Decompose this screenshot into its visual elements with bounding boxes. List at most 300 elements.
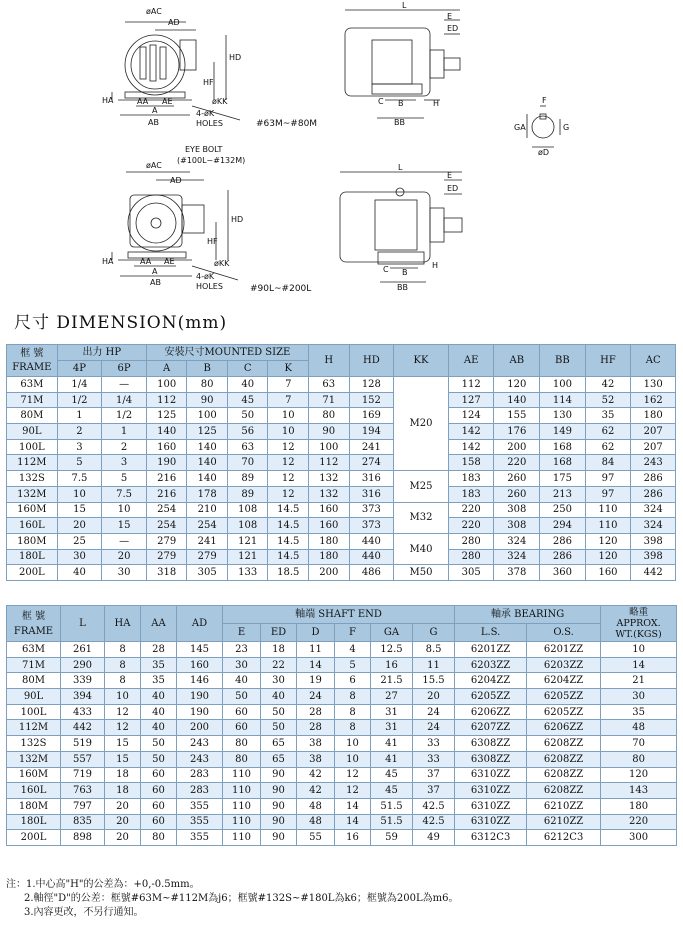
table-cell: 6210ZZ — [527, 814, 601, 830]
label-ae-top: AE — [162, 97, 173, 106]
table-cell: 20 — [413, 689, 455, 705]
label-a-top: A — [152, 106, 158, 115]
label-b-bottom: B — [402, 268, 408, 277]
table-cell: 50 — [227, 408, 268, 424]
table-cell: 12 — [268, 455, 309, 471]
table-cell: 50 — [261, 720, 297, 736]
table-cell: 241 — [187, 533, 228, 549]
table-cell: 6205ZZ — [527, 689, 601, 705]
table-cell: 168 — [540, 439, 586, 455]
table-cell: 220 — [448, 502, 494, 518]
table-cell: 442 — [61, 720, 105, 736]
table-cell: 8 — [335, 720, 371, 736]
label-l-bottom: L — [398, 163, 403, 172]
table-cell: 254 — [187, 518, 228, 534]
table-cell: 37 — [413, 783, 455, 799]
label-g: G — [563, 123, 570, 132]
table-cell: 14 — [297, 657, 335, 673]
table-row — [7, 424, 676, 440]
table-cell: 84 — [585, 455, 631, 471]
table-cell: 3 — [57, 439, 102, 455]
table-cell: 194 — [349, 424, 394, 440]
table-cell: 90 — [261, 783, 297, 799]
table-cell: 120 — [494, 377, 540, 393]
table-row — [7, 533, 676, 549]
table-cell: 14 — [335, 798, 371, 814]
label-holes-top: HOLES — [196, 119, 223, 128]
label-ae-bottom: AE — [164, 257, 175, 266]
table-cell: 128 — [349, 377, 394, 393]
table-cell: 324 — [494, 533, 540, 549]
label-c-bottom: C — [383, 265, 389, 274]
table-cell: 30 — [102, 565, 147, 581]
table-cell: 60 — [141, 767, 177, 783]
table-cell: 40 — [227, 377, 268, 393]
table-cell: 125 — [146, 408, 187, 424]
table-cell: 27 — [371, 689, 413, 705]
table-cell: 60 — [141, 798, 177, 814]
table-cell: 15 — [57, 502, 102, 518]
table-cell: 1 — [102, 424, 147, 440]
table-cell: 120 — [585, 533, 631, 549]
table-cell: 30 — [57, 549, 102, 565]
table-cell: 308 — [494, 502, 540, 518]
table-cell: 42.5 — [413, 814, 455, 830]
frame-cell: 100L — [7, 704, 61, 720]
table-cell: 286 — [540, 533, 586, 549]
table-cell: 394 — [61, 689, 105, 705]
header2-f: F — [335, 624, 371, 642]
kk-cell: M20 — [394, 377, 449, 471]
frame-cell: 200L — [7, 830, 61, 846]
table-cell: 557 — [61, 751, 105, 767]
table-cell: 121 — [227, 533, 268, 549]
table-row — [7, 673, 677, 689]
table-cell: 133 — [227, 565, 268, 581]
table-cell: 19 — [297, 673, 335, 689]
table-cell: 10 — [335, 736, 371, 752]
header-ac: AC — [631, 345, 676, 377]
table-cell: 130 — [631, 377, 676, 393]
table-cell: 20 — [105, 830, 141, 846]
frame-cell: 112M — [7, 455, 58, 471]
table-cell: 14 — [335, 814, 371, 830]
table-cell: 355 — [177, 830, 223, 846]
table-cell: 42.5 — [413, 798, 455, 814]
label-hd-top: HD — [229, 53, 242, 62]
table-cell: 80 — [223, 751, 261, 767]
table-cell: 433 — [61, 704, 105, 720]
table-cell: 200 — [177, 720, 223, 736]
table-cell: 290 — [61, 657, 105, 673]
header-b: B — [187, 361, 228, 377]
table-cell: 110 — [223, 798, 261, 814]
table-cell: 42 — [297, 783, 335, 799]
kk-cell: M40 — [394, 533, 449, 564]
table-cell: 22 — [261, 657, 297, 673]
table-cell: 318 — [146, 565, 187, 581]
table-cell: 6310ZZ — [455, 798, 527, 814]
table-cell: 260 — [494, 486, 540, 502]
table-cell: 1/4 — [57, 377, 102, 393]
table-cell: 90 — [309, 424, 350, 440]
table-cell: 250 — [540, 502, 586, 518]
table-row — [7, 657, 677, 673]
table-cell: 190 — [177, 704, 223, 720]
table-cell: 14.5 — [268, 549, 309, 565]
table-cell: 1 — [57, 408, 102, 424]
table-cell: 12 — [105, 704, 141, 720]
frame-cell: 80M — [7, 673, 61, 689]
table-cell: 90 — [261, 814, 297, 830]
table-cell: 65 — [261, 751, 297, 767]
shaft-section — [527, 106, 560, 147]
table-cell: 18 — [105, 767, 141, 783]
table-cell: 38 — [297, 751, 335, 767]
table-cell: 110 — [223, 814, 261, 830]
table-cell: 6201ZZ — [455, 642, 527, 658]
table-cell: 6310ZZ — [455, 814, 527, 830]
table-cell: 80 — [141, 830, 177, 846]
frame-cell: 180L — [7, 549, 58, 565]
label-aa-bottom: AA — [140, 257, 152, 266]
table-cell: 112 — [146, 392, 187, 408]
table-cell: 190 — [177, 689, 223, 705]
table-cell: 305 — [187, 565, 228, 581]
header2-ga: GA — [371, 624, 413, 642]
table-cell: 213 — [540, 486, 586, 502]
table-cell: 62 — [585, 424, 631, 440]
table-cell: 261 — [61, 642, 105, 658]
frame-cell: 100L — [7, 439, 58, 455]
header-ae: AE — [448, 345, 494, 377]
table-cell: 7.5 — [57, 471, 102, 487]
table-cell: 1/2 — [57, 392, 102, 408]
table-cell: 16 — [371, 657, 413, 673]
table-cell: — — [102, 533, 147, 549]
table-cell: 6204ZZ — [527, 673, 601, 689]
table-cell: 40 — [223, 673, 261, 689]
table-cell: 108 — [227, 518, 268, 534]
table-cell: 15 — [105, 736, 141, 752]
table-row — [7, 720, 677, 736]
label-d: øD — [538, 148, 550, 157]
table-cell: 140 — [187, 455, 228, 471]
table-cell: 11 — [413, 657, 455, 673]
frame-cell: 180M — [7, 798, 61, 814]
table-cell: 442 — [631, 565, 676, 581]
table-cell: 1/2 — [102, 408, 147, 424]
table-cell: 178 — [187, 486, 228, 502]
table-cell: 14.5 — [268, 518, 309, 534]
frame-cell: 63M — [7, 377, 58, 393]
table-cell: — — [102, 377, 147, 393]
label-e-bottom: E — [447, 171, 453, 180]
table-cell: 31 — [371, 704, 413, 720]
table-cell: 89 — [227, 486, 268, 502]
table-cell: 316 — [349, 486, 394, 502]
table-cell: 155 — [494, 408, 540, 424]
table-cell: 89 — [227, 471, 268, 487]
label-a-bottom: A — [152, 267, 158, 276]
table-cell: 6312C3 — [455, 830, 527, 846]
frame-cell: 71M — [7, 392, 58, 408]
table-cell: 110 — [223, 783, 261, 799]
label-ac-top: øAC — [146, 7, 162, 16]
table-cell: 20 — [102, 549, 147, 565]
table-cell: 254 — [146, 502, 187, 518]
frame-cell: 80M — [7, 408, 58, 424]
table-cell: 41 — [371, 736, 413, 752]
table-cell: 15.5 — [413, 673, 455, 689]
table-cell: 6210ZZ — [527, 798, 601, 814]
table-cell: 40 — [141, 720, 177, 736]
table-cell: 283 — [177, 783, 223, 799]
table-cell: 16 — [335, 830, 371, 846]
table-cell: 55 — [297, 830, 335, 846]
table-cell: 142 — [448, 439, 494, 455]
table-cell: 30 — [261, 673, 297, 689]
table-cell: 97 — [585, 486, 631, 502]
table-cell: 373 — [349, 502, 394, 518]
table-cell: 719 — [61, 767, 105, 783]
table-cell: 48 — [297, 798, 335, 814]
page-title: 尺寸 DIMENSION(mm) — [14, 313, 228, 333]
table-cell: 2 — [102, 439, 147, 455]
frame-cell: 160M — [7, 767, 61, 783]
table-cell: 286 — [631, 471, 676, 487]
table-cell: 90 — [187, 392, 228, 408]
table-cell: 48 — [601, 720, 677, 736]
table-cell: 7.5 — [102, 486, 147, 502]
header2-frame: 框 號 FRAME — [7, 606, 61, 642]
table-cell: 216 — [146, 471, 187, 487]
table-cell: 6310ZZ — [455, 783, 527, 799]
table-cell: 10 — [57, 486, 102, 502]
table-cell: 24 — [413, 704, 455, 720]
table-cell: 114 — [540, 392, 586, 408]
table-cell: 120 — [601, 767, 677, 783]
table-cell: 168 — [540, 455, 586, 471]
table-cell: 90 — [261, 830, 297, 846]
table-cell: 140 — [494, 392, 540, 408]
table-cell: 100 — [540, 377, 586, 393]
table-cell: 175 — [540, 471, 586, 487]
table-row — [7, 642, 677, 658]
table-cell: 6208ZZ — [527, 736, 601, 752]
header2-ed: ED — [261, 624, 297, 642]
table-cell: 360 — [540, 565, 586, 581]
header2-wt: 略重 APPROX. WT.(KGS) — [601, 606, 677, 642]
label-bb-bottom: BB — [397, 283, 408, 292]
table-cell: 279 — [146, 533, 187, 549]
table-cell: 18 — [261, 642, 297, 658]
table-cell: 51.5 — [371, 798, 413, 814]
table-cell: 294 — [540, 518, 586, 534]
table-row — [7, 783, 677, 799]
table-cell: 12 — [335, 767, 371, 783]
table-cell: 100 — [146, 377, 187, 393]
header-frame: 框 號 FRAME — [7, 345, 58, 377]
table-cell: 50 — [223, 689, 261, 705]
table-cell: 8.5 — [413, 642, 455, 658]
label-ad-bottom: AD — [170, 176, 182, 185]
note-3: 3.內容更改，不另行通知。 — [24, 907, 144, 918]
label-bb-top: BB — [394, 118, 405, 127]
table-cell: 378 — [494, 565, 540, 581]
table-cell: 80 — [187, 377, 228, 393]
table-cell: 10 — [102, 502, 147, 518]
table-cell: 6204ZZ — [455, 673, 527, 689]
table-cell: 97 — [585, 471, 631, 487]
table-cell: 24 — [297, 689, 335, 705]
table-cell: 110 — [223, 767, 261, 783]
table-cell: 30 — [601, 689, 677, 705]
table-cell: 112 — [448, 377, 494, 393]
table-cell: 21 — [601, 673, 677, 689]
table-cell: 25 — [57, 533, 102, 549]
header2-l: L — [61, 606, 105, 642]
table-cell: 49 — [413, 830, 455, 846]
table-cell: 183 — [448, 486, 494, 502]
table-cell: 6201ZZ — [527, 642, 601, 658]
table-cell: 100 — [187, 408, 228, 424]
table-cell: 45 — [371, 767, 413, 783]
table-cell: 140 — [187, 471, 228, 487]
table-row — [7, 798, 677, 814]
table-cell: 59 — [371, 830, 413, 846]
table-cell: 14.5 — [268, 533, 309, 549]
table-cell: 28 — [297, 704, 335, 720]
table-cell: 60 — [223, 704, 261, 720]
table-row — [7, 814, 677, 830]
table-cell: 200 — [309, 565, 350, 581]
table-cell: 125 — [187, 424, 228, 440]
table-cell: 80 — [309, 408, 350, 424]
table-cell: 180 — [309, 533, 350, 549]
table-cell: 280 — [448, 549, 494, 565]
table-cell: 286 — [540, 549, 586, 565]
label-ab-bottom: AB — [150, 278, 161, 287]
header-a: A — [146, 361, 187, 377]
table-cell: 398 — [631, 533, 676, 549]
table-cell: 20 — [105, 798, 141, 814]
table-cell: 279 — [187, 549, 228, 565]
table-cell: 45 — [227, 392, 268, 408]
header-kk: KK — [394, 345, 449, 377]
table-cell: 2 — [57, 424, 102, 440]
table-cell: 28 — [141, 642, 177, 658]
table-cell: 5 — [335, 657, 371, 673]
table-cell: 243 — [177, 736, 223, 752]
table-cell: 243 — [177, 751, 223, 767]
kk-cell: M25 — [394, 471, 449, 502]
table-cell: 324 — [494, 549, 540, 565]
table-cell: 254 — [146, 518, 187, 534]
table-cell: 33 — [413, 751, 455, 767]
table-cell: 316 — [349, 471, 394, 487]
table-row — [7, 502, 676, 518]
header2-ls: L.S. — [455, 624, 527, 642]
table-cell: 210 — [187, 502, 228, 518]
table-cell: 10 — [268, 424, 309, 440]
table-cell: 183 — [448, 471, 494, 487]
note-2: 2.軸徑"D"的公差：框號#63M~#112M為j6；框號#132S~#180L為k6；框號為200L為m6。 — [24, 893, 459, 904]
frame-cell: 180L — [7, 814, 61, 830]
table-cell: 18 — [105, 783, 141, 799]
table-cell: 110 — [585, 502, 631, 518]
label-l-top: L — [402, 1, 407, 10]
table-cell: 10 — [105, 689, 141, 705]
dimension-table — [6, 344, 676, 581]
table-row — [7, 704, 677, 720]
table-cell: 127 — [448, 392, 494, 408]
table-cell: 160 — [585, 565, 631, 581]
table-cell: 80 — [601, 751, 677, 767]
table-cell: 180 — [309, 549, 350, 565]
table-cell: 14.5 — [268, 502, 309, 518]
table-cell: 20 — [57, 518, 102, 534]
table-cell: 40 — [57, 565, 102, 581]
label-ed-bottom: ED — [447, 184, 459, 193]
table-cell: 121 — [227, 549, 268, 565]
label-range-bottom: #90L~#200L — [250, 284, 312, 294]
header2-aa: AA — [141, 606, 177, 642]
table-cell: 15 — [102, 518, 147, 534]
frame-cell: 90L — [7, 689, 61, 705]
table-cell: 48 — [297, 814, 335, 830]
table-cell: 152 — [349, 392, 394, 408]
table-cell: 6205ZZ — [455, 689, 527, 705]
header2-ad: AD — [177, 606, 223, 642]
table-cell: 283 — [177, 767, 223, 783]
table-cell: 207 — [631, 424, 676, 440]
table-cell: 63 — [309, 377, 350, 393]
table-cell: 6212C3 — [527, 830, 601, 846]
table-row — [7, 408, 676, 424]
table-cell: 6 — [335, 673, 371, 689]
table-cell: 286 — [631, 486, 676, 502]
table-cell: 763 — [61, 783, 105, 799]
table-row — [7, 455, 676, 471]
table-cell: 308 — [494, 518, 540, 534]
label-eye-bolt: EYE BOLT — [185, 145, 223, 154]
label-kk-bottom: øKK — [214, 259, 230, 268]
table-row — [7, 518, 676, 534]
table-cell: 140 — [146, 424, 187, 440]
table-cell: 60 — [141, 783, 177, 799]
frame-cell: 90L — [7, 424, 58, 440]
header2-bearing: 軸承 BEARING — [455, 606, 601, 624]
table-cell: 160 — [146, 439, 187, 455]
label-ad-top: AD — [168, 18, 180, 27]
table-cell: 162 — [631, 392, 676, 408]
table-cell: 60 — [141, 814, 177, 830]
table-cell: 160 — [309, 502, 350, 518]
table-cell: 440 — [349, 549, 394, 565]
table-row — [7, 736, 677, 752]
label-ab-top: AB — [148, 118, 159, 127]
table-cell: 220 — [494, 455, 540, 471]
table-cell: 51.5 — [371, 814, 413, 830]
table-cell: 145 — [177, 642, 223, 658]
table-cell: 56 — [227, 424, 268, 440]
table-cell: 7 — [268, 377, 309, 393]
table-cell: 112 — [309, 455, 350, 471]
table-cell: 355 — [177, 814, 223, 830]
table-cell: 8 — [335, 689, 371, 705]
table-cell: 180 — [631, 408, 676, 424]
